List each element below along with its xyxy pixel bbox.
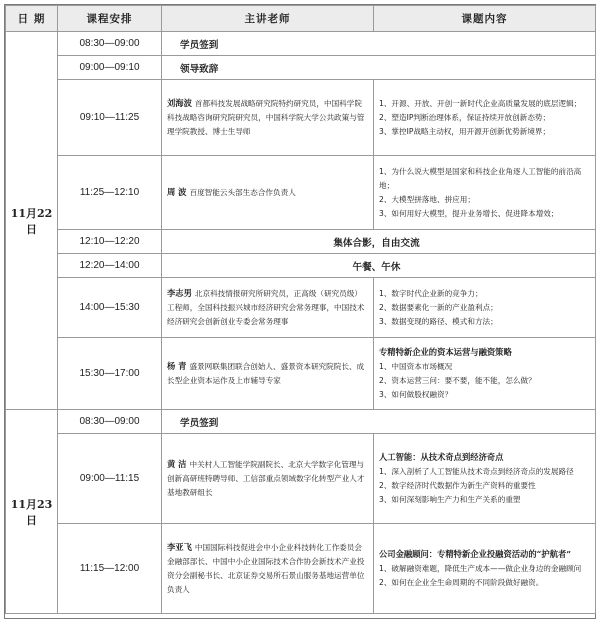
time-cell: 09:00—09:10 [58,56,162,80]
topic-item: 2、数字经济时代数据作为新生产资料的重要性 [379,481,536,490]
topic-cell [374,434,596,524]
time-cell: 11:15—12:00 [58,524,162,614]
topic-title: 人工智能：从技术奇点到经济奇点 [379,452,504,462]
speaker-name: 李志男 [167,288,192,298]
speaker-name: 李亚飞 [167,542,192,552]
topic-item: 2、大模型拼落地、拼应用； [379,194,475,204]
topic-title: 公司金融顾问：专精特新企业投融资活动的“护航者” [379,549,572,559]
speaker-bio: 百度智能云头部生态合作负责人 [189,188,296,197]
header-speaker: 主讲老师 [162,6,374,32]
table-row [6,524,596,614]
session-label: 学员签到 [162,410,596,434]
topic-item: 3、数据变现的路径、模式和方法； [379,316,498,326]
header-date: 日 期 [6,6,58,32]
speaker-cell [162,524,374,614]
topic-item: 2、资本运营三问：要不要，能不能，怎么做？ [379,376,536,385]
speaker-name: 刘海波 [167,98,192,108]
topic-cell [374,156,596,230]
topic-item: 1、数字时代企业新的竞争力； [379,288,483,298]
speaker-cell [162,80,374,156]
speaker-bio: 中关村人工智能学院副院长、北京大学数字化管理与创新高研班特聘导师、工信部重点领域数字化转型产业人才基地教研组长 [167,460,365,497]
topic-item: 1、深入剖析了人工智能从技术奇点到经济奇点的发展路径 [379,467,574,476]
date-cell: 11月23日 [6,410,58,614]
speaker-name: 杨 青 [167,361,187,371]
topic-cell [374,80,596,156]
header-schedule: 课程安排 [58,6,162,32]
session-label: 集体合影，自由交流 [162,230,596,254]
speaker-bio: 盛景网联集团联合创始人、盛景资本研究院院长、成长型企业资本运作及上市辅导专家 [167,362,365,385]
speaker-cell [162,156,374,230]
time-cell: 12:20—14:00 [58,254,162,278]
topic-cell [374,524,596,614]
table-row [6,156,596,230]
session-label: 学员签到 [162,32,596,56]
table-row [6,254,596,278]
header-topic: 课题内容 [374,6,596,32]
speaker-cell [162,278,374,338]
time-cell: 08:30—09:00 [58,32,162,56]
topic-cell [374,338,596,410]
topic-item: 3、掌控IP战略主动权，用开源开创新优势新境界； [379,126,551,136]
session-label: 午餐、午休 [162,254,596,278]
session-label: 领导致辞 [162,56,596,80]
table-row [6,230,596,254]
speaker-bio: 首都科技发展战略研究院特约研究员，中国科学院科技战略咨询研究院研究员，中国科学院大学公共政策与管理学院教授、博士生导师 [167,99,365,136]
topic-item: 2、数据要素化一新的产业盈利点； [379,302,498,312]
topic-item: 1、破解融资难题，降低生产成本——做企业身边的金融顾问 [379,564,582,573]
topic-item: 1、为什么说大模型是国家和科技企业角逐人工智能的前沿高地； [379,166,582,190]
table-row [6,410,596,434]
time-cell: 09:10—11:25 [58,80,162,156]
table-row [6,80,596,156]
speaker-name: 周 波 [167,187,187,197]
topic-item: 1、开源、开放、开创一新时代企业高质量发展的底层逻辑； [379,98,582,108]
time-cell: 15:30—17:00 [58,338,162,410]
table-row [6,56,596,80]
topic-title: 专精特新企业的资本运营与融资策略 [379,347,512,357]
topic-item: 3、如何用好大模型，提升业务增长、促进降本增效； [379,208,559,218]
topic-item: 1、中国资本市场概况 [379,362,453,371]
speaker-cell [162,338,374,410]
topic-item: 3、如何深刻影响生产力和生产关系的重塑 [379,495,521,504]
time-cell: 14:00—15:30 [58,278,162,338]
topic-cell [374,278,596,338]
schedule-table-frame [4,4,596,619]
speaker-bio: 中国国际科技促进会中小企业科技转化工作委员会金融部部长、中国中小企业国际技术合作协会新技术产业投资分会副秘书长、北京证券交易所石景山服务基地运营单位负责人 [167,543,365,594]
time-cell: 08:30—09:00 [58,410,162,434]
date-cell: 11月22日 [6,32,58,410]
table-row [6,278,596,338]
time-cell: 11:25—12:10 [58,156,162,230]
table-row [6,32,596,56]
table-row [6,338,596,410]
speaker-name: 黄 洁 [167,459,187,469]
header-row [6,6,596,32]
topic-item: 3、如何做股权融资？ [379,390,453,399]
table-row [6,434,596,524]
schedule-table [5,5,596,614]
speaker-bio: 北京科技情报研究所研究员，正高级（研究员级）工程师，全国科技振兴城市经济研究会常务理事，中国技术经济研究会创新创业专委会常务理事 [167,289,365,326]
topic-item: 2、如何在企业全生命周期的不同阶段做好融资。 [379,578,544,587]
speaker-cell [162,434,374,524]
topic-item: 2、塑造IP判断治理体系，保证持续开放创新态势； [379,112,551,122]
time-cell: 12:10—12:20 [58,230,162,254]
time-cell: 09:00—11:15 [58,434,162,524]
